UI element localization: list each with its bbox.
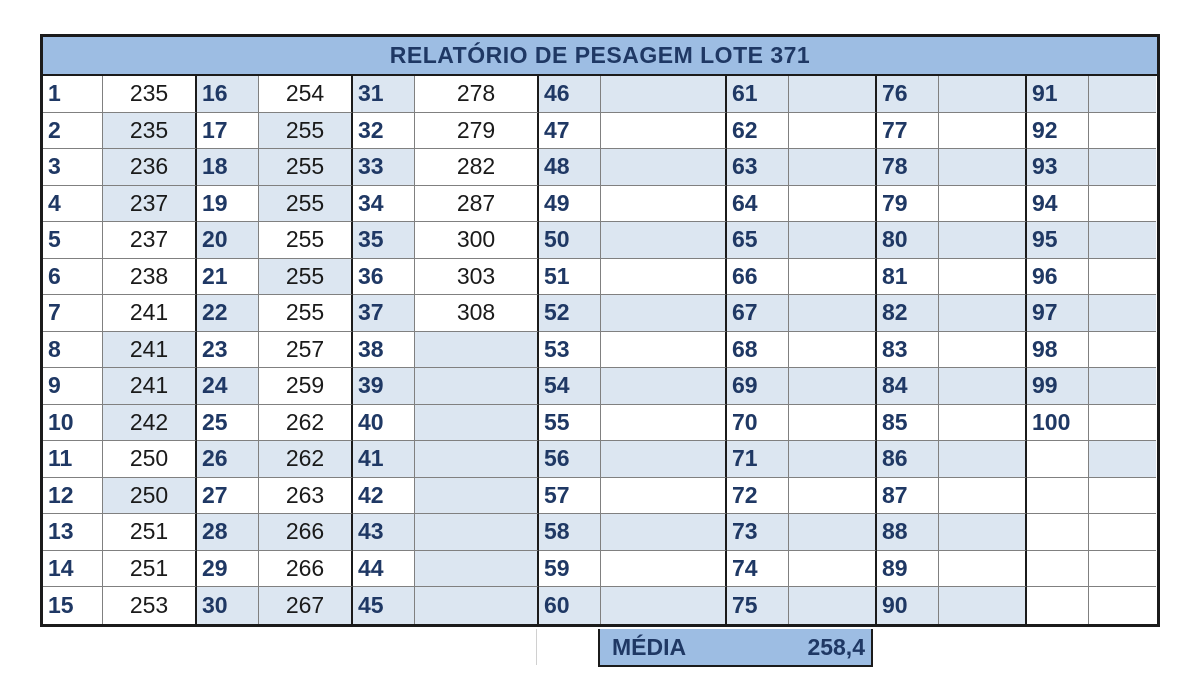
slot-number: 31	[353, 76, 415, 113]
slot-number	[1027, 441, 1089, 478]
slot-number: 78	[877, 149, 939, 186]
slot-number: 79	[877, 186, 939, 223]
slot-weight	[939, 551, 1027, 588]
slot-weight: 241	[103, 295, 197, 332]
slot-weight	[939, 368, 1027, 405]
slot-number: 54	[539, 368, 601, 405]
slot-weight	[601, 405, 727, 442]
slot-weight	[1089, 405, 1156, 442]
slot-number: 88	[877, 514, 939, 551]
slot-weight: 235	[103, 113, 197, 150]
slot-number: 45	[353, 587, 415, 624]
slot-number: 86	[877, 441, 939, 478]
slot-weight: 282	[415, 149, 539, 186]
slot-number: 28	[197, 514, 259, 551]
slot-number: 56	[539, 441, 601, 478]
slot-weight	[1089, 222, 1156, 259]
slot-number: 58	[539, 514, 601, 551]
slot-weight	[789, 149, 877, 186]
slot-number: 25	[197, 405, 259, 442]
slot-number: 82	[877, 295, 939, 332]
slot-number: 53	[539, 332, 601, 369]
slot-number: 24	[197, 368, 259, 405]
slot-weight: 279	[415, 113, 539, 150]
slot-weight: 253	[103, 587, 197, 624]
slot-number: 75	[727, 587, 789, 624]
slot-weight: 250	[103, 478, 197, 515]
slot-weight	[789, 76, 877, 113]
slot-number: 34	[353, 186, 415, 223]
slot-weight	[601, 222, 727, 259]
slot-number: 50	[539, 222, 601, 259]
slot-weight: 308	[415, 295, 539, 332]
slot-weight	[789, 332, 877, 369]
slot-number: 100	[1027, 405, 1089, 442]
slot-number: 5	[43, 222, 103, 259]
slot-number: 19	[197, 186, 259, 223]
slot-number	[1027, 551, 1089, 588]
slot-weight	[601, 551, 727, 588]
slot-weight	[601, 587, 727, 624]
slot-number: 99	[1027, 368, 1089, 405]
average-label: MÉDIA	[612, 633, 687, 660]
slot-number: 41	[353, 441, 415, 478]
slot-weight	[601, 332, 727, 369]
slot-weight	[1089, 76, 1156, 113]
slot-weight	[939, 222, 1027, 259]
slot-weight: 251	[103, 551, 197, 588]
slot-weight: 262	[259, 405, 353, 442]
slot-number: 89	[877, 551, 939, 588]
slot-weight: 267	[259, 587, 353, 624]
slot-number: 73	[727, 514, 789, 551]
slot-number: 39	[353, 368, 415, 405]
slot-number: 95	[1027, 222, 1089, 259]
slot-number: 51	[539, 259, 601, 296]
slot-number: 68	[727, 332, 789, 369]
slot-number: 49	[539, 186, 601, 223]
slot-number: 46	[539, 76, 601, 113]
slot-number: 91	[1027, 76, 1089, 113]
slot-weight	[939, 113, 1027, 150]
slot-weight	[601, 186, 727, 223]
slot-weight: 278	[415, 76, 539, 113]
slot-weight: 262	[259, 441, 353, 478]
slot-weight	[789, 222, 877, 259]
slot-number: 42	[353, 478, 415, 515]
slot-number: 18	[197, 149, 259, 186]
slot-weight: 263	[259, 478, 353, 515]
slot-number	[1027, 514, 1089, 551]
slot-number: 76	[877, 76, 939, 113]
slot-number: 61	[727, 76, 789, 113]
slot-weight: 303	[415, 259, 539, 296]
slot-number: 87	[877, 478, 939, 515]
slot-number: 6	[43, 259, 103, 296]
slot-weight	[415, 332, 539, 369]
slot-weight	[415, 441, 539, 478]
slot-weight: 235	[103, 76, 197, 113]
slot-number: 11	[43, 441, 103, 478]
slot-number: 67	[727, 295, 789, 332]
slot-weight	[789, 295, 877, 332]
slot-number: 74	[727, 551, 789, 588]
slot-weight	[601, 149, 727, 186]
slot-number: 52	[539, 295, 601, 332]
slot-weight	[1089, 368, 1156, 405]
slot-weight: 237	[103, 222, 197, 259]
slot-number: 70	[727, 405, 789, 442]
slot-number: 93	[1027, 149, 1089, 186]
slot-weight	[1089, 441, 1156, 478]
average-value: 258,4	[807, 633, 865, 660]
average-summary	[598, 629, 873, 667]
slot-number: 84	[877, 368, 939, 405]
slot-number: 2	[43, 113, 103, 150]
slot-weight	[601, 113, 727, 150]
slot-weight	[1089, 514, 1156, 551]
slot-number: 4	[43, 186, 103, 223]
slot-weight: 242	[103, 405, 197, 442]
slot-weight	[415, 478, 539, 515]
slot-number: 80	[877, 222, 939, 259]
slot-number: 64	[727, 186, 789, 223]
slot-number: 36	[353, 259, 415, 296]
slot-weight	[415, 368, 539, 405]
slot-number: 15	[43, 587, 103, 624]
slot-number: 57	[539, 478, 601, 515]
slot-weight	[1089, 332, 1156, 369]
slot-weight: 237	[103, 186, 197, 223]
slot-weight	[601, 441, 727, 478]
slot-number: 48	[539, 149, 601, 186]
slot-weight	[789, 441, 877, 478]
slot-weight	[789, 551, 877, 588]
slot-weight	[601, 478, 727, 515]
slot-number: 90	[877, 587, 939, 624]
slot-number: 72	[727, 478, 789, 515]
slot-number: 17	[197, 113, 259, 150]
slot-weight	[1089, 259, 1156, 296]
slot-number: 77	[877, 113, 939, 150]
slot-weight	[939, 587, 1027, 624]
slot-number: 71	[727, 441, 789, 478]
divider	[536, 629, 537, 665]
slot-weight	[601, 368, 727, 405]
slot-weight	[601, 76, 727, 113]
slot-weight	[789, 113, 877, 150]
slot-weight: 251	[103, 514, 197, 551]
slot-weight: 266	[259, 514, 353, 551]
slot-weight	[1089, 587, 1156, 624]
slot-weight	[789, 368, 877, 405]
slot-number: 65	[727, 222, 789, 259]
slot-number: 98	[1027, 332, 1089, 369]
slot-weight	[415, 587, 539, 624]
slot-weight	[939, 76, 1027, 113]
slot-number: 16	[197, 76, 259, 113]
slot-number: 8	[43, 332, 103, 369]
slot-weight	[415, 405, 539, 442]
slot-weight	[939, 478, 1027, 515]
slot-weight: 259	[259, 368, 353, 405]
slot-weight	[939, 259, 1027, 296]
slot-number: 13	[43, 514, 103, 551]
slot-number: 20	[197, 222, 259, 259]
slot-weight	[939, 514, 1027, 551]
slot-weight	[601, 259, 727, 296]
slot-number: 3	[43, 149, 103, 186]
slot-number: 22	[197, 295, 259, 332]
slot-number: 27	[197, 478, 259, 515]
slot-weight	[415, 551, 539, 588]
slot-number: 21	[197, 259, 259, 296]
slot-weight	[939, 405, 1027, 442]
slot-number: 40	[353, 405, 415, 442]
slot-weight: 255	[259, 222, 353, 259]
slot-number	[1027, 587, 1089, 624]
slot-weight	[789, 259, 877, 296]
slot-weight: 238	[103, 259, 197, 296]
slot-number: 43	[353, 514, 415, 551]
slot-number: 66	[727, 259, 789, 296]
slot-weight: 300	[415, 222, 539, 259]
slot-number: 62	[727, 113, 789, 150]
slot-weight	[789, 405, 877, 442]
slot-number: 9	[43, 368, 103, 405]
slot-weight	[789, 186, 877, 223]
slot-number: 23	[197, 332, 259, 369]
slot-number: 35	[353, 222, 415, 259]
slot-number: 10	[43, 405, 103, 442]
slot-number: 63	[727, 149, 789, 186]
weighing-report-table	[40, 34, 1160, 627]
slot-weight	[939, 332, 1027, 369]
slot-weight	[939, 295, 1027, 332]
slot-weight: 250	[103, 441, 197, 478]
slot-number: 47	[539, 113, 601, 150]
slot-number: 7	[43, 295, 103, 332]
slot-weight	[939, 149, 1027, 186]
slot-weight: 255	[259, 149, 353, 186]
slot-number: 33	[353, 149, 415, 186]
slot-weight	[415, 514, 539, 551]
slot-number: 32	[353, 113, 415, 150]
slot-weight: 255	[259, 259, 353, 296]
slot-number: 30	[197, 587, 259, 624]
slot-number: 94	[1027, 186, 1089, 223]
slot-weight	[1089, 295, 1156, 332]
slot-number: 59	[539, 551, 601, 588]
slot-weight: 241	[103, 332, 197, 369]
slot-weight	[1089, 113, 1156, 150]
slot-number: 38	[353, 332, 415, 369]
slot-number: 12	[43, 478, 103, 515]
report-title: RELATÓRIO DE PESAGEM LOTE 371	[43, 37, 1157, 76]
slot-number: 26	[197, 441, 259, 478]
slot-number: 85	[877, 405, 939, 442]
slot-number: 44	[353, 551, 415, 588]
slot-number: 69	[727, 368, 789, 405]
slot-weight	[1089, 551, 1156, 588]
slot-number: 60	[539, 587, 601, 624]
slot-weight	[939, 441, 1027, 478]
slot-number: 92	[1027, 113, 1089, 150]
slot-number	[1027, 478, 1089, 515]
slot-number: 96	[1027, 259, 1089, 296]
slot-weight: 255	[259, 186, 353, 223]
slot-weight	[1089, 186, 1156, 223]
slot-weight: 255	[259, 113, 353, 150]
slot-weight	[1089, 149, 1156, 186]
slot-weight	[789, 514, 877, 551]
slot-weight: 241	[103, 368, 197, 405]
slot-weight	[601, 514, 727, 551]
weights-grid	[43, 76, 1157, 624]
slot-weight: 255	[259, 295, 353, 332]
slot-weight: 266	[259, 551, 353, 588]
slot-number: 83	[877, 332, 939, 369]
slot-weight	[939, 186, 1027, 223]
slot-weight: 254	[259, 76, 353, 113]
slot-number: 55	[539, 405, 601, 442]
slot-number: 81	[877, 259, 939, 296]
slot-weight	[789, 478, 877, 515]
slot-number: 97	[1027, 295, 1089, 332]
slot-number: 14	[43, 551, 103, 588]
slot-weight: 257	[259, 332, 353, 369]
slot-number: 29	[197, 551, 259, 588]
slot-number: 37	[353, 295, 415, 332]
slot-weight	[1089, 478, 1156, 515]
slot-number: 1	[43, 76, 103, 113]
slot-weight	[601, 295, 727, 332]
slot-weight: 287	[415, 186, 539, 223]
slot-weight	[789, 587, 877, 624]
slot-weight: 236	[103, 149, 197, 186]
